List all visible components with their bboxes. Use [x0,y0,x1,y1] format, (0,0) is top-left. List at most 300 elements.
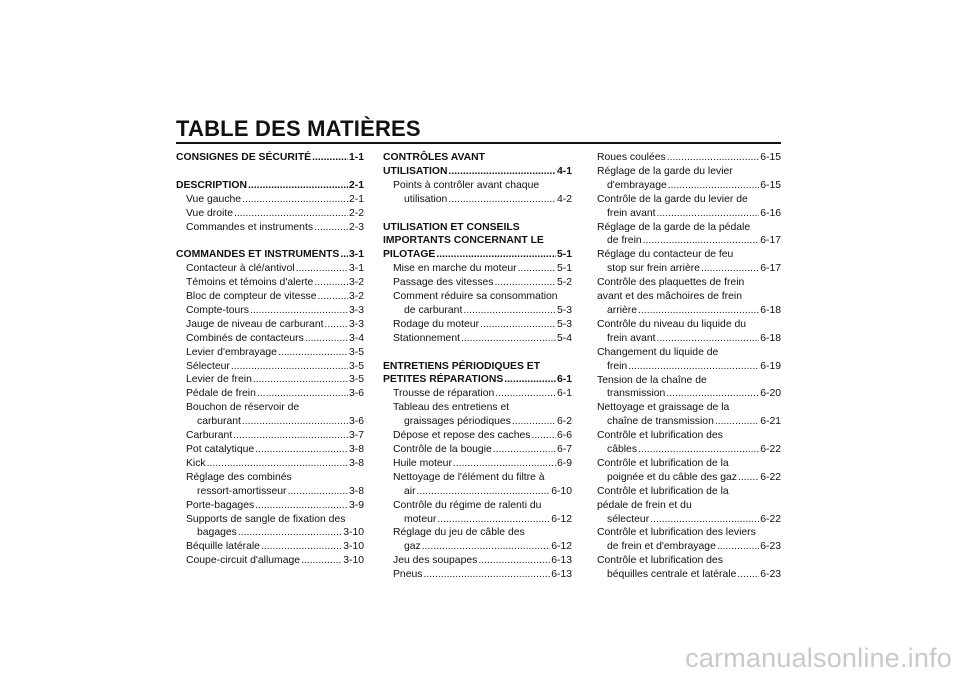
toc-entry[interactable] [176,443,364,457]
toc-entry[interactable] [383,276,572,290]
dot-leader [325,318,348,332]
toc-entry[interactable] [383,526,572,554]
toc-entry[interactable] [597,221,781,249]
toc-entry[interactable] [176,332,364,346]
toc-entry[interactable] [383,262,572,276]
toc-entry[interactable] [176,554,364,568]
toc-entry-line [176,457,364,471]
page-number: 3-3 [348,318,364,330]
title-rule [176,142,781,144]
toc-entry[interactable] [176,499,364,513]
toc-entry-line [383,415,572,429]
toc-entry[interactable] [176,429,364,443]
dot-leader [666,387,759,401]
dot-leader [231,360,348,374]
dot-leader [463,304,556,318]
dot-leader [233,429,348,443]
toc-entry-line [176,290,364,304]
toc-entry-text: air [404,485,416,497]
toc-entry[interactable] [176,373,364,387]
page-number: 6-10 [551,485,572,497]
toc-section-heading[interactable] [176,248,364,262]
toc-entry[interactable] [176,262,364,276]
toc-entry-line [176,485,364,499]
toc-entry-text: frein avant [607,332,656,344]
toc-entry-text: bagages [197,527,237,539]
toc-entry-text: Témoins et témoins d'alerte [186,277,314,289]
toc-entry[interactable] [383,318,572,332]
toc-entry-line [597,151,781,165]
page-number: 6-18 [760,304,781,316]
page-number: 6-15 [760,179,781,191]
toc-entry-text: Passage des vitesses [393,277,494,289]
toc-column-1 [176,151,364,568]
page-number: 6-1 [556,374,572,386]
toc-entry[interactable] [383,499,572,527]
toc-entry-text: Contacteur à clé/antivol [186,263,295,275]
toc-entry-text: ressort-amortisseur [197,485,287,497]
toc-entry-line [383,332,572,346]
dot-leader [242,415,348,429]
toc-entry-text: de frein [607,235,642,247]
toc-entry-line [383,443,572,457]
toc-entry-text: CONTRÔLES AVANT [383,152,485,163]
toc-entry-text: Pneus [393,569,423,581]
toc-entry-text: Réglage du jeu de câble des [393,527,525,539]
page-number: 6-18 [760,332,781,344]
toc-entry-text: Stationnement [393,332,461,344]
toc-entry-text: PETITES RÉPARATIONS [383,374,504,386]
dot-leader [531,429,555,443]
toc-entry-text: d'embrayage [607,179,667,191]
toc-entry[interactable] [383,554,572,568]
page-number: 3-4 [348,332,364,344]
dot-leader [478,554,550,568]
toc-entry-text: gaz [404,541,421,553]
toc-entry[interactable] [597,401,781,429]
page-number: 6-22 [760,513,781,525]
toc-entry-text: Réglage des combinés [186,471,292,483]
dot-leader [717,540,759,554]
page-number: 5-1 [556,249,572,261]
page-number: 6-22 [760,444,781,456]
toc-entry-text: Trousse de réparation [393,388,495,400]
dot-leader [234,207,348,221]
toc-entry[interactable] [597,346,781,374]
toc-entry-text: Pédale de frein [186,388,256,400]
toc-entry[interactable] [597,485,781,527]
toc-entry[interactable] [176,318,364,332]
toc-entry-line [383,193,572,207]
dot-leader [318,290,348,304]
toc-entry-line [383,387,572,401]
page-number: 6-12 [551,541,572,553]
page-number: 3-8 [348,444,364,455]
toc-entry-text: UTILISATION ET CONSEILS [383,221,520,233]
page-number: 3-1 [348,249,364,261]
toc-entry-text: béquilles centrale et latérale [607,569,737,581]
toc-entry-text: Béquille latérale [186,541,260,553]
toc-entry[interactable] [176,457,364,471]
dot-leader [253,373,348,387]
dot-leader [417,485,551,499]
dot-leader [738,471,759,485]
dot-leader [314,276,348,290]
dot-leader [248,179,348,193]
page-number: 3-9 [348,499,364,511]
toc-entry[interactable] [383,471,572,499]
toc-entry-text: Sélecteur [186,360,230,372]
page-number: 3-5 [348,346,364,358]
page-number: 6-23 [760,569,781,581]
toc-entry-line [597,471,781,485]
page-number: 6-13 [551,555,572,567]
toc-entry-line [176,387,364,401]
page-number: 6-17 [760,263,781,275]
toc-entry[interactable] [383,429,572,443]
dot-leader [657,207,760,221]
toc-entry-text: transmission [607,388,666,400]
toc-entry-text: frein [607,360,628,372]
page-number: 3-10 [343,541,364,553]
toc-entry-text: Contrôle et lubrification des [597,555,723,567]
toc-entry-text: Tension de la chaîne de [597,374,707,386]
dot-leader [238,526,342,540]
toc-entry-text: Jeu des soupapes [393,555,478,567]
page-number: 6-20 [760,388,781,400]
toc-entry-text: avant et des mâchoires de frein [597,291,742,303]
toc-entry[interactable] [597,457,781,485]
toc-entry[interactable] [176,193,364,207]
page-number: 5-2 [556,277,572,289]
dot-leader [504,373,556,387]
toc-entry[interactable] [176,221,364,235]
page-number: 3-7 [348,430,364,442]
page-number: 6-21 [760,416,781,428]
dot-leader [242,193,348,207]
dot-leader [668,179,759,193]
toc-entry-line [176,179,364,193]
toc-entry-text: Rodage du moteur [393,318,480,330]
toc-entry-text: Jauge de niveau de carburant [186,318,324,330]
toc-entry-line [176,540,364,554]
toc-entry-line [597,262,781,276]
toc-entry[interactable] [383,179,572,207]
toc-section-heading[interactable] [176,151,364,165]
toc-entry-line [176,318,364,332]
toc-entry[interactable] [176,304,364,318]
page-number: 3-3 [348,304,364,316]
page-number: 6-12 [551,513,572,525]
dot-leader [312,151,348,165]
dot-leader [278,346,348,360]
toc-entry-line [176,499,364,513]
toc-entry-text: de frein et d'embrayage [607,541,716,553]
page-number: 6-23 [760,541,781,553]
toc-entry-text: Tableau des entretiens et [393,402,510,414]
toc-entry[interactable] [597,276,781,318]
toc-entry-text: Combinés de contacteurs [186,332,304,344]
page-number: 6-13 [551,569,572,581]
dot-leader [314,221,348,235]
toc-entry-line [597,360,781,374]
toc-entry-text: poignée et du câble des gaz [607,471,737,483]
toc-entry-text: Contrôle et lubrification des leviers [597,527,756,539]
toc-entry-line [597,540,781,554]
dot-leader [261,540,342,554]
toc-section-heading[interactable] [176,179,364,193]
toc-entry[interactable] [383,401,572,429]
toc-entry-text: Kick [186,457,206,469]
dot-leader [255,443,348,457]
toc-column-3 [597,151,781,582]
dot-leader [518,262,556,276]
dot-leader [493,443,556,457]
toc-entry-line [597,332,781,346]
toc-entry-text: Contrôle et lubrification de la [597,485,729,497]
toc-entry[interactable] [176,387,364,401]
toc-entry-text: Coupe-circuit d'allumage [186,555,301,567]
toc-entry-line [176,276,364,290]
toc-entry[interactable] [383,290,572,318]
page-number: 3-2 [348,291,364,303]
toc-entry[interactable] [383,443,572,457]
dot-leader [448,165,556,179]
toc-entry[interactable] [383,332,572,346]
toc-entry[interactable] [597,554,781,582]
toc-entry-line [383,276,572,290]
page-number: 4-2 [556,193,572,205]
toc-entry-line [383,485,572,499]
toc-entry-line [597,513,781,527]
toc-entry-line [383,165,572,179]
toc-entry[interactable] [597,526,781,554]
toc-entry-line [597,568,781,582]
page-number: 3-6 [348,416,364,428]
toc-entry-line [597,415,781,429]
toc-entry-text: Réglage de la garde du levier [597,165,733,177]
dot-leader [340,248,348,262]
toc-entry-line [176,429,364,443]
dot-leader [250,304,348,318]
toc-entry-line [597,304,781,318]
toc-entry-text: Bouchon de réservoir de [186,402,300,414]
toc-entry-text: CONSIGNES DE SÉCURITÉ [176,152,312,163]
page-number: 6-2 [556,416,572,428]
dot-leader [495,387,556,401]
spacer [383,346,572,360]
toc-entry-text: Vue gauche [186,193,242,205]
toc-entry[interactable] [176,540,364,554]
dot-leader [638,443,759,457]
toc-entry[interactable] [597,151,781,165]
toc-entry[interactable] [383,568,572,582]
toc-entry[interactable] [383,387,572,401]
page-number: 4-1 [556,165,572,177]
page-number: 6-1 [556,388,572,400]
toc-entry[interactable] [176,290,364,304]
toc-entry-line [383,429,572,443]
dot-leader [453,457,556,471]
page-number: 6-9 [556,457,572,469]
dot-leader [296,262,348,276]
toc-entry-text: Contrôle et lubrification de la [597,457,729,469]
dot-leader [650,513,759,527]
page-number: 2-2 [348,207,364,219]
toc-entry-line [383,457,572,471]
spacer [176,165,364,179]
toc-entry-text: Nettoyage de l'élément du filtre à [393,471,545,483]
toc-entry[interactable] [597,193,781,221]
toc-entry-text: PILOTAGE [383,249,436,261]
toc-entry-line [176,207,364,221]
dot-leader [436,248,556,262]
dot-leader [257,387,348,401]
toc-entry-line [176,415,364,429]
dot-leader [737,568,759,582]
toc-entry[interactable] [176,360,364,374]
page-title: TABLE DES MATIÈRES [176,116,421,141]
page-number: 6-7 [556,444,572,455]
page-number: 3-10 [343,527,364,539]
toc-entry[interactable] [176,471,364,499]
toc-entry-text: Comment réduire sa consommation [393,291,558,303]
dot-leader [305,332,348,346]
toc-entry-text: Pot catalytique [186,444,255,455]
page-number: 6-22 [760,471,781,483]
watermark: carmanualsonline.info [685,643,952,673]
toc-entry-text: Levier de frein [186,374,252,386]
dot-leader [288,485,348,499]
toc-entry[interactable] [597,429,781,457]
toc-entry-text: Dépose et repose des caches [393,430,531,442]
toc-entry-text: graissages périodiques [404,416,511,428]
toc-entry-line [176,151,364,165]
dot-leader [255,499,348,513]
toc-entry-line [383,262,572,276]
dot-leader [628,360,759,374]
toc-entry[interactable] [383,457,572,471]
page-number: 6-15 [760,152,781,163]
toc-entry-text: pédale de frein et du [597,499,692,511]
toc-entry-text: de carburant [404,304,463,316]
toc-entry-line [383,513,572,527]
toc-entry-line [597,387,781,401]
dot-leader [643,234,760,248]
toc-entry-text: Vue droite [186,207,233,219]
toc-entry-text: Points à contrôler avant chaque [393,179,540,191]
toc-entry-text: Commandes et instruments [186,221,314,233]
toc-entry-text: carburant [197,416,241,428]
page-number: 5-3 [556,318,572,330]
toc-entry-text: Carburant [186,430,233,442]
toc-entry-text: Bloc de compteur de vitesse [186,291,317,303]
spacer [383,207,572,221]
toc-entry[interactable] [176,207,364,221]
page-number: 2-1 [348,179,364,191]
toc-entry-text: Contrôle et lubrification des [597,430,723,442]
toc-entry-text: Réglage de la garde de la pédale [597,221,751,233]
toc-entry[interactable] [176,401,364,429]
toc-entry-text: Contrôle du niveau du liquide du [597,318,747,330]
toc-entry-text: Porte-bagages [186,499,255,511]
page-number: 3-8 [348,457,364,469]
toc-entry-text: UTILISATION [383,165,448,177]
toc-entry-text: Huile moteur [393,457,452,469]
toc-entry-line [176,373,364,387]
toc-entry-line [383,568,572,582]
toc-entry-line [383,373,572,387]
dot-leader [437,513,550,527]
dot-leader [495,276,556,290]
toc-entry[interactable] [176,513,364,541]
toc-entry-line [176,221,364,235]
toc-entry-line [383,540,572,554]
toc-entry[interactable] [597,318,781,346]
toc-entry-text: Contrôle de la bougie [393,444,492,455]
toc-section-heading[interactable] [383,151,572,179]
dot-leader [480,318,556,332]
page-number: 5-3 [556,304,572,316]
toc-entry-line [176,443,364,457]
page-number: 6-16 [760,207,781,219]
toc-entry-text: DESCRIPTION [176,179,248,191]
toc-column-2 [383,151,572,582]
toc-entry-text: Changement du liquide de [597,346,719,358]
page-number: 3-5 [348,374,364,386]
toc-entry[interactable] [597,248,781,276]
toc-entry[interactable] [597,374,781,402]
toc-entry-line [176,332,364,346]
toc-entry-text: IMPORTANTS CONCERNANT LE [383,235,544,247]
toc-entry-line [176,554,364,568]
toc-entry-line [597,207,781,221]
page-number: 2-1 [348,193,364,205]
toc-entry[interactable] [176,346,364,360]
toc-section-heading[interactable] [383,360,572,388]
dot-leader [207,457,348,471]
page-number: 3-2 [348,277,364,289]
toc-entry-line [383,304,572,318]
dot-leader [667,151,759,165]
page-number: 5-1 [556,263,572,275]
toc-entry-line [597,443,781,457]
page-number: 3-1 [348,263,364,275]
toc-entry-line [176,193,364,207]
page-number: 5-4 [556,332,572,344]
page-number: 3-5 [348,360,364,372]
toc-entry-text: chaîne de transmission [607,416,714,428]
toc-entry[interactable] [597,165,781,193]
page-number: 3-8 [348,485,364,497]
toc-entry-text: utilisation [404,193,448,205]
toc-entry[interactable] [176,276,364,290]
toc-entry-text: câbles [607,444,638,456]
toc-entry-text: frein avant [607,207,656,219]
page-number: 1-1 [348,152,364,163]
dot-leader [301,554,342,568]
toc-section-heading[interactable] [383,221,572,263]
dot-leader [657,332,760,346]
page-number: 2-3 [348,221,364,233]
toc-entry-line [597,234,781,248]
toc-entry-text: moteur [404,513,437,525]
toc-entry-text: Roues coulées [597,152,666,163]
toc-entry-text: Levier d'embrayage [186,346,277,358]
toc-entry-text: sélecteur [607,513,650,525]
dot-leader [448,193,556,207]
toc-entry-line [176,346,364,360]
